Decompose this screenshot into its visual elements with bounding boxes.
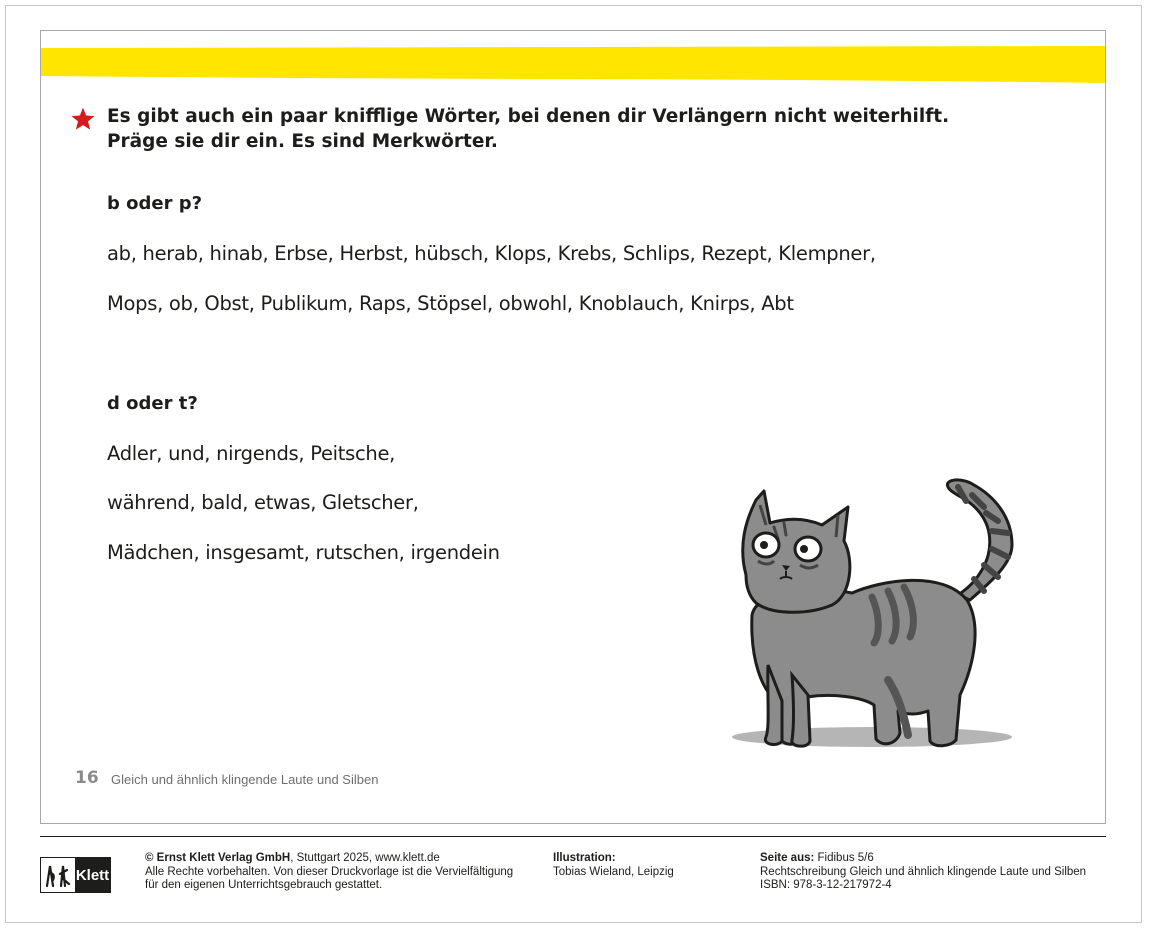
source-book: Fidibus 5/6 <box>814 852 874 864</box>
word-line-bp-2: Mops, ob, Obst, Publikum, Raps, Stöpsel, obwohl, Knoblauch, Knirps, Abt <box>107 292 794 315</box>
star-icon <box>70 106 96 132</box>
word-line-dt-2: während, bald, etwas, Gletscher, <box>107 491 419 514</box>
page-number: 16 <box>75 768 99 788</box>
klett-logo-mark-icon <box>41 858 75 892</box>
isbn: ISBN: 978-3-12-217972-4 <box>760 879 892 891</box>
task-line-2: Präge sie dir ein. Es sind Merkwörter. <box>107 131 498 152</box>
source-info <box>760 852 1086 893</box>
rights-line-2: für den eigenen Unterrichtsgebrauch gestattet. <box>145 879 383 891</box>
task-line-1: Es gibt auch ein paar knifflige Wörter, bei denen dir Verlängern nicht weiterhilft. <box>107 106 950 127</box>
source-label: Seite aus: <box>760 852 815 864</box>
klett-logo <box>40 857 111 893</box>
klett-logo-text: Klett <box>75 858 110 892</box>
word-line-dt-1: Adler, und, nirgends, Peitsche, <box>107 442 396 465</box>
source-title: Rechtschreibung Gleich und ähnlich klingende Laute und Silben <box>760 865 1087 878</box>
cat-illustration <box>712 465 1022 755</box>
rights-line-1: Alle Rechte vorbehalten. Von dieser Druckvorlage ist die Vervielfältigung <box>145 865 514 878</box>
illustration-credit <box>553 852 674 879</box>
publisher-imprint <box>145 852 513 893</box>
task-instruction <box>107 104 1007 154</box>
section-title-d-t: d oder t? <box>107 393 198 414</box>
publisher-location: , Stuttgart 2025, www.klett.de <box>290 852 440 864</box>
publisher-name: © Ernst Klett Verlag GmbH <box>145 852 291 864</box>
word-line-dt-3: Mädchen, insgesamt, rutschen, irgendein <box>107 541 500 564</box>
illustration-label: Illustration: <box>553 852 616 864</box>
yellow-header-band <box>41 45 1105 85</box>
word-line-bp-1: ab, herab, hinab, Erbse, Herbst, hübsch, Klops, Krebs, Schlips, Rezept, Klempner, <box>107 242 876 265</box>
section-title-b-p: b oder p? <box>107 193 203 214</box>
page-topic: Gleich und ähnlich klingende Laute und Silben <box>111 772 379 787</box>
illustration-name: Tobias Wieland, Leipzig <box>553 865 674 878</box>
footer-divider <box>40 836 1106 837</box>
